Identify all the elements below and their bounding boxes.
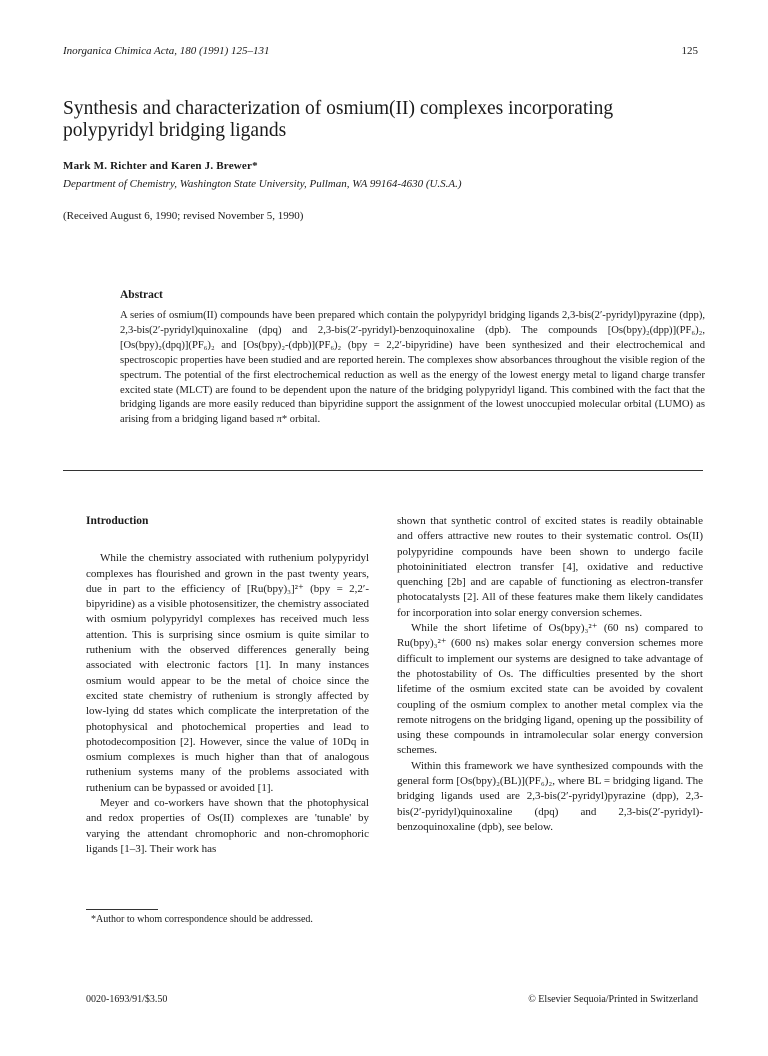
article-code: 0020-1693/91/$3.50	[86, 994, 168, 1005]
affiliation: Department of Chemistry, Washington State University, Pullman, WA 99164-4630 (U.S.A.)	[63, 178, 462, 190]
right-column	[397, 514, 703, 835]
paragraph: Within this framework we have synthesized compounds with the general form [Os(bpy)₂(BL)](PF₆)₂, where BL = bridging ligand. The bridging ligands used are 2,3-bis(2′-pyridyl)pyrazine (dpp), 2,3-bis(2′-pyridyl)quinoxaline (dpq) and 2,3-bis(2′-pyridyl)-benzoquinoxaline (dpb), see below.	[397, 759, 703, 833]
section-divider	[63, 470, 703, 471]
abstract-text: A series of osmium(II) compounds have been prepared which contain the polypyridyl bridging ligands 2,3-bis(2′-pyridyl)pyrazine (dpp), 2,3-bis(2′-pyridyl)quinoxaline (dpq) and 2,3-bis(2′-pyridyl)-benzoquinoxaline (dpb). The compounds [Os(bpy)₂(dpp)](PF₆)₂, [Os(bpy)₂(dpq)](PF₆)₂ and [Os(bpy)₂-(dpb)](PF₆)₂ (bpy = 2,2′-bipyridine) have been synthesized and their electrochemical and spectroscopic properties have been studied and are reported herein. The complexes show absorbances throughout the visible region of the spectrum. The potential of the first electrochemical reduction as well as the energy of the lowest energy metal to ligand charge transfer excited state (MLCT) are found to be dependent upon the nature of the bridging polypyridyl ligand. This combined with the fact that the bridging ligands are more easily reduced than bipyridine support the assignment of the lowest unoccupied molecular orbital (LUMO) as arising from a bridging ligand based π* orbital.	[120, 310, 705, 426]
authors: Mark M. Richter and Karen J. Brewer*	[63, 160, 258, 172]
paragraph: Meyer and co-workers have shown that the photophysical and redox properties of Os(II) complexes are 'tunable' by varying the attendant chromophoric and non-chromophoric ligands [1–3]. Their work has	[86, 797, 369, 855]
publisher-note: © Elsevier Sequoia/Printed in Switzerland	[528, 994, 698, 1005]
article-title: Synthesis and characterization of osmium(II) complexes incorporating polypyridyl bridging ligands	[63, 98, 614, 141]
footnote: *Author to whom correspondence should be addressed.	[91, 914, 313, 925]
footnote-rule	[86, 909, 158, 910]
received-dates: (Received August 6, 1990; revised November 5, 1990)	[63, 210, 304, 222]
paragraph: shown that synthetic control of excited states is readily obtainable and offers attractive new routes to their systematic control. Os(II) polypyridine compounds have been shown to undergo facile photoininitiated electron transfer [4], oxidative and reductive quenching [2b] and are capable of functioning as electron-transfer photocatalysts [2]. All of these features make them likely candidates for incorporation into solar energy conversion schemes.	[397, 515, 703, 619]
paragraph: While the chemistry associated with ruthenium polypyridyl complexes has flourished and grown in the past twenty years, due in part to the efficiency of [Ru(bpy)₃]²⁺ (bpy = 2,2′-bipyridine) as a visible photosensitizer, the chemistry associated with osmium polypyridyl complexes has received much less attention. This is surprising since osmium is quite similar to ruthenium with the observed differences generally being associated with electronic factors [1]. In many instances osmium would appear to be the metal of choice since the excited state chemistry of ruthenium is strongly affected by low-lying dd states which complicate the interpretation of the photophysical and photochemical properties and lead to photodecomposition [2]. However, since the value of 10Dq in osmium complexes is much higher than that of analogous ruthenium systems many of the problems associated with ruthenium can be bypassed or avoided [1].	[86, 552, 369, 794]
left-column	[86, 514, 369, 857]
paragraph: While the short lifetime of Os(bpy)₃²⁺ (60 ns) compared to Ru(bpy)₃²⁺ (600 ns) makes solar energy conversion schemes more difficult to implement our systems are designed to take advantage of the photostability of Os. The difficulties presented by the short lifetime of the osmium excited state can be avoided by covalent coupling of the osmium complex to another metal complex via the remote nitrogens on the bridging ligand, opening up the possibility of using these compounds in intramolecular solar energy conversion schemes.	[397, 622, 703, 757]
abstract-heading: Abstract	[120, 289, 163, 301]
introduction-heading: Introduction	[86, 515, 149, 527]
page-number: 125	[681, 45, 698, 57]
journal-citation: Inorganica Chimica Acta, 180 (1991) 125–131	[63, 45, 270, 57]
